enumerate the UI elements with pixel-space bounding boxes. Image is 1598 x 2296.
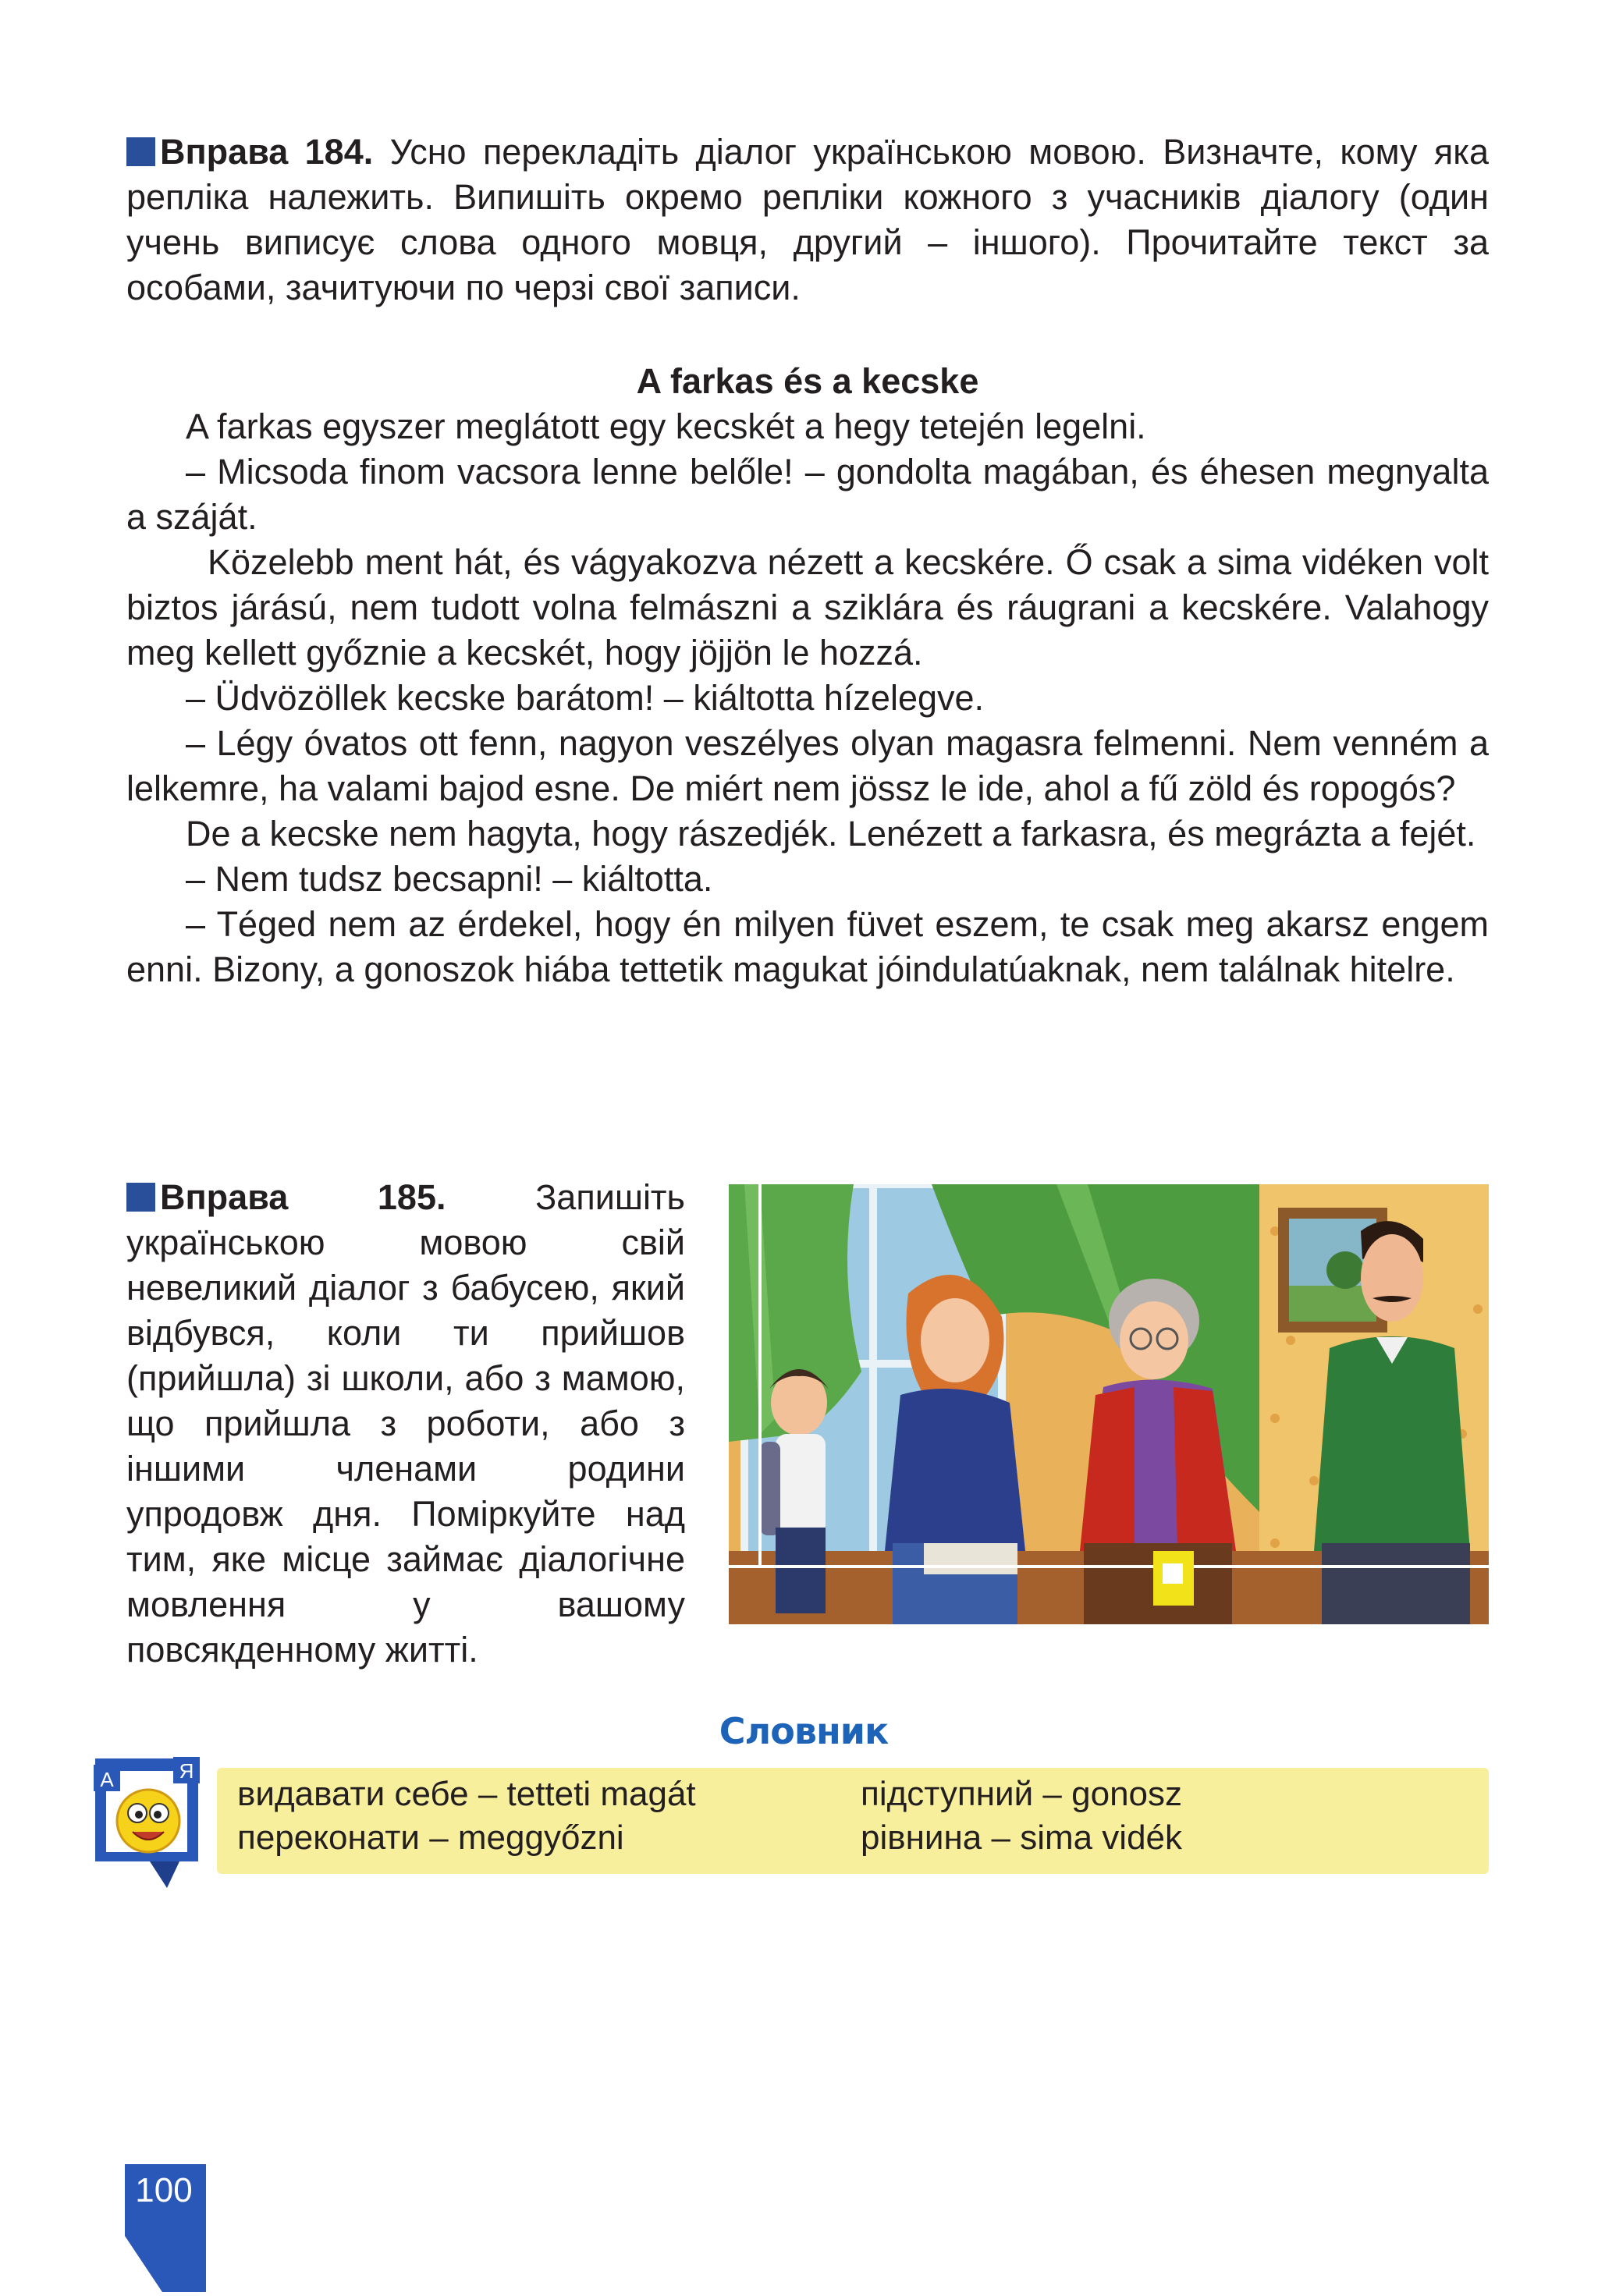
page-number: 100: [135, 2171, 193, 2209]
family-illustration: [729, 1184, 1489, 1624]
story-paragraph: – Üdvözöllek kecske barátom! – kiáltotta hízelegve.: [186, 678, 985, 718]
story-paragraph: – Téged nem az érdekel, hogy én milyen füvet eszem, te csak meg akarsz engem enni. Bizony, a gonoszok hiába tettetik magukat jóindulatúaknak, nem találnak hitelre.: [126, 904, 1489, 989]
story-paragraph: A farkas egyszer meglátott egy kecskét a hegy tetején legelni.: [186, 406, 1146, 446]
story-paragraph: De a kecske nem hagyta, hogy rászedjék. Lenézett a farkasra, és megrázta a fejét.: [186, 814, 1476, 853]
exercise-185-instructions: Запишіть українською мовою свій невеликий діалог з бабусею, який відбувся, коли ти прийшов (прийшла) зі школи, або з мамою, що прийшла з роботи, або з іншими членами родини упродовж дня. Поміркуйте над тим, яке місце займає діалогічне мовлення у вашому повсякденному житті.: [126, 1177, 685, 1670]
story-paragraph: – Légy óvatos ott fenn, nagyon veszélyes olyan magasra felmenni. Nem venném a lelkemre, ha valami bajod esne. De miért nem jössz le ide, ahol a fű zöld és ropogós?: [126, 723, 1489, 808]
exercise-184-text: [126, 130, 1489, 311]
exercise-marker-icon: [126, 137, 155, 166]
exercise-184: [126, 130, 1489, 311]
mascot-letter-ya: Я: [179, 1759, 194, 1783]
exercise-185-label: Вправа 185.: [160, 1177, 446, 1217]
dictionary-column-1: [237, 1773, 696, 1860]
dictionary-entry: рівнина – sima vidék: [861, 1819, 1183, 1857]
mascot-letter-a: А: [100, 1768, 114, 1791]
story-paragraph: – Micsoda finom vacsora lenne belőle! – gondolta magában, és éhesen megnyalta a száját.: [126, 452, 1489, 537]
story: [126, 359, 1489, 992]
dictionary-entry: переконати – meggyőzni: [237, 1819, 624, 1857]
dictionary-entry: підступний – gonosz: [861, 1775, 1183, 1813]
dictionary-entry: видавати себе – tetteti magát: [237, 1775, 696, 1813]
story-title: A farkas és a kecske: [636, 361, 979, 401]
exercise-184-instructions: Усно перекладіть діалог українською мовою. Визначте, кому яка репліка належить. Випишіть окремо репліки кожного з учасників діалогу (один учень виписує слова одного мовця, другий – іншого). Прочитайте текст за особами, зачитуючи по черзі свої записи.: [126, 132, 1489, 307]
dictionary-title: Словник: [719, 1710, 889, 1752]
dictionary-box: [217, 1768, 1489, 1874]
exercise-185-text: [126, 1175, 685, 1673]
exercise-185: [126, 1175, 685, 1673]
exercise-marker-icon: [126, 1183, 155, 1212]
dictionary-column-2: [861, 1773, 1182, 1860]
story-paragraph: – Nem tudsz becsapni! – kiáltotta.: [186, 859, 713, 899]
alphabet-book-mascot-icon: [92, 1755, 201, 1904]
story-paragraph: Közelebb ment hát, és vágyakozva nézett a kecskére. Ő csak a sima vidéken volt biztos járású, nem tudott volna felmászni a sziklára és ráugrani a kecskére. Valahogy meg kellett győznie a kecskét, hogy jöjjön le hozzá.: [126, 542, 1489, 672]
exercise-184-label: Вправа 184.: [160, 132, 374, 172]
